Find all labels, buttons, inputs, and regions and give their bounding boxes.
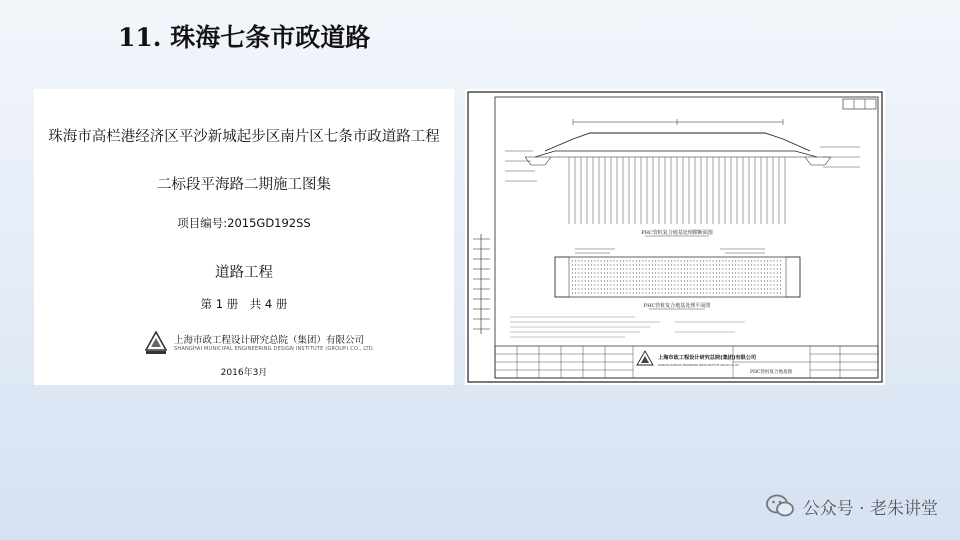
drawing-svg [465,89,885,385]
title-block-company: 上海市政工程设计研究总院(集团)有限公司 [658,355,757,361]
project-number: 项目编号:2015GD192SS [177,216,311,230]
plan-caption: PHC管桩复合地基处理平面图 [643,303,711,309]
sheet-caption: PHC管桩复合地基图 [750,370,792,375]
watermark-text: 公众号 · 老朱讲堂 [802,498,938,519]
volume-label: 第 1 册 共 4 册 [200,297,288,311]
project-title: 珠海市高栏港经济区平沙新城起步区南片区七条市政道路工程 [48,129,440,145]
watermark [765,492,938,520]
title-block-company-en: SHANGHAI MUNICIPAL ENGINEERING DESIGN INSTITUTE (GROUP) CO.,LTD [658,364,739,367]
publisher-logo-icon [144,331,168,355]
engineering-drawing-sheet [465,89,885,385]
drawing-cover-page [34,89,454,385]
publisher-block [144,331,375,355]
publisher-name: 上海市政工程设计研究总院（集团）有限公司 [174,335,365,346]
cover-date: 2016年3月 [220,368,268,378]
cover-subtitle: 二标段平海路二期施工图集 [157,177,331,193]
section-caption: PHC管桩复合地基处理横断面图 [641,230,713,236]
publisher-name-en: SHANGHAI MUNICIPAL ENGINEERING DESIGN INSTITUTE (GROUP) CO., LTD. [174,346,375,352]
discipline-title: 道路工程 [215,265,273,281]
slide-title: 11. 珠海七条市政道路 [118,23,371,52]
wechat-icon [765,493,795,519]
